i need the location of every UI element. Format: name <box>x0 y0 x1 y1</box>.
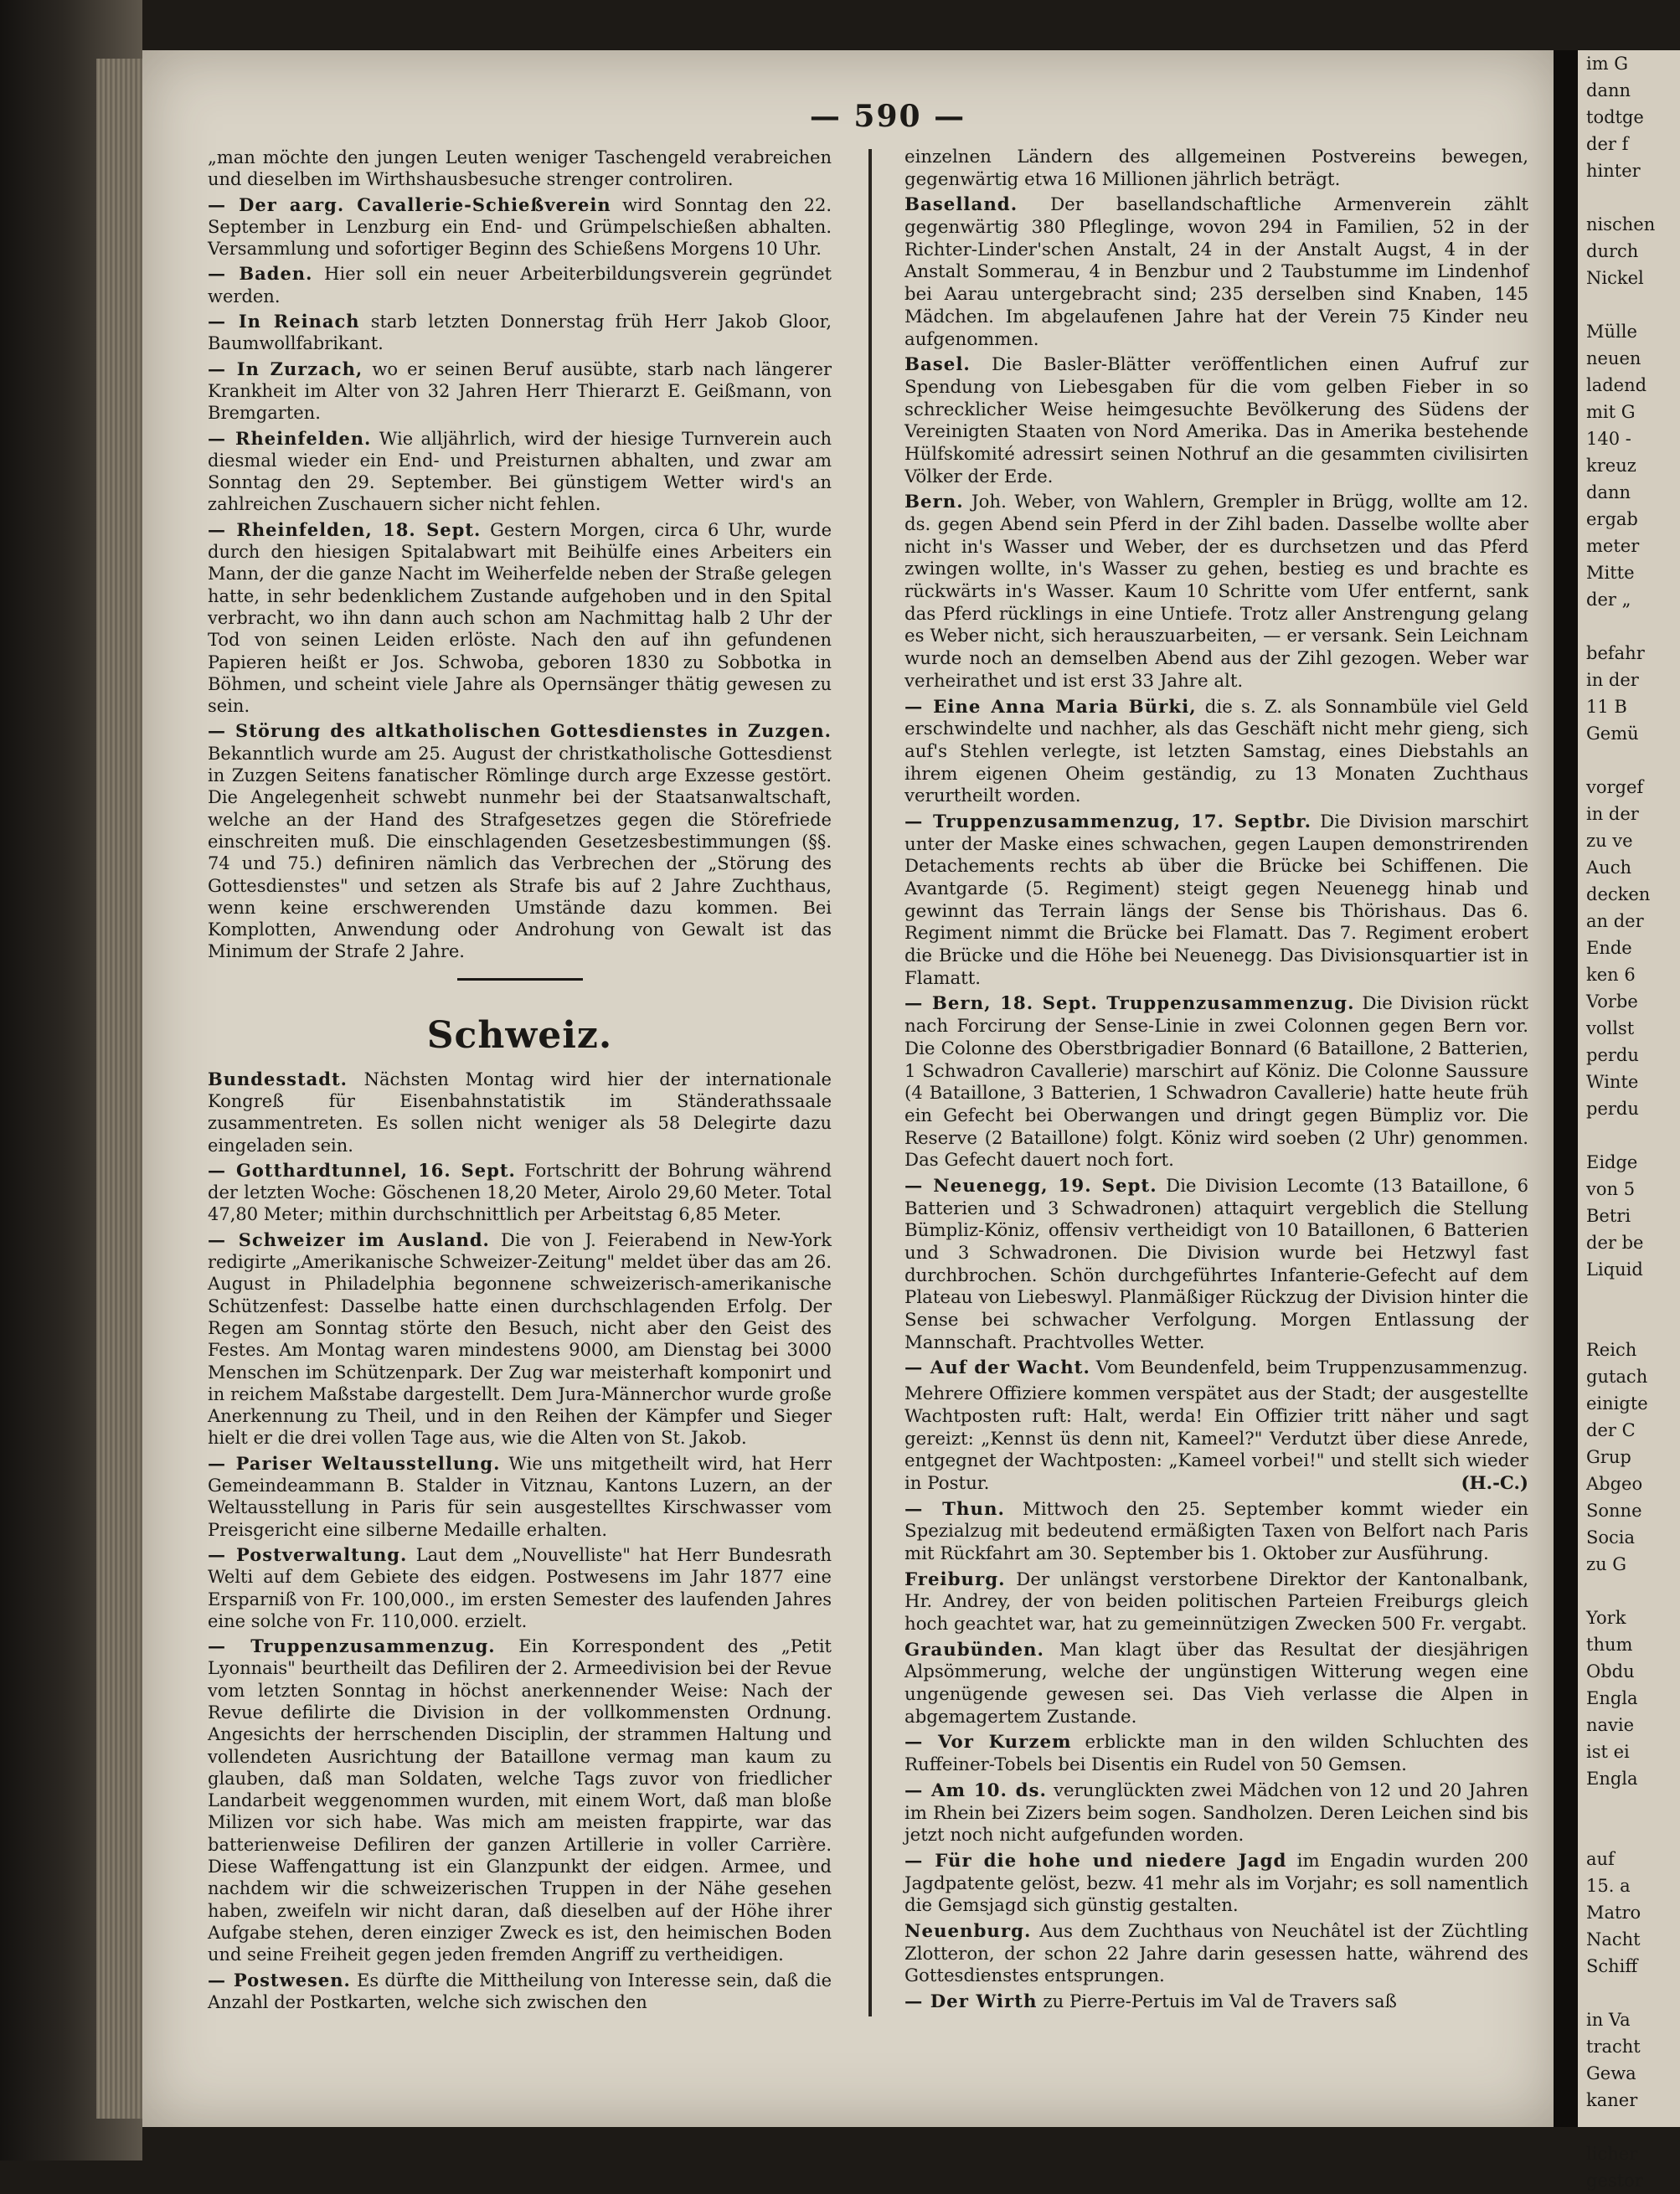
article-text: Wie alljährlich, wird der hiesige Turnverein auch diesmal wieder ein End- und Preisturnen abhalten, und zwar am Sonntag den 29. September. Bei günstigem Wetter wird's an zahlreichen Zuschauern sicher nicht fehlen. <box>208 428 832 515</box>
article-text: Mittwoch den 25. September kommt wieder ein Spezialzug mit bedeutend ermäßigten Taxen von Belfort nach Paris mit Rückfahrt am 30. September bis 1. Oktober zur Ausführung. <box>904 1498 1528 1564</box>
next-page-line: der C <box>1586 1420 1636 1440</box>
article-paragraph <box>904 1499 1528 1566</box>
article-lead: Neuenburg. <box>904 1920 1032 1942</box>
article-paragraph <box>904 1780 1528 1847</box>
article-paragraph <box>904 1569 1528 1636</box>
article-text: wird Sonntag den 22. September in Lenzburg ein End- und Grümpelschießen abhalten. Versammlung und sofortiger Beginn des Schießens Morgens 10 Uhr. <box>208 194 832 260</box>
next-page-line: vollst <box>1586 1018 1635 1038</box>
next-page-line: in der <box>1586 670 1639 690</box>
next-page-line: decken <box>1586 884 1651 904</box>
next-page-line <box>1578 2114 1680 2140</box>
article-text: Die von J. Feierabend in New-York redigirte „Amerikanische Schweizer-Zeitung" meldet über das am 26. August in Philadelphia begonnene schweizerisch-amerikanische Schützenfest: Dasselbe hatte einen durchschlagenden Erfolg. Der Regen am Sonntag störte den Besuch, nicht aber den Geist des Festes. Am Montag waren mindestens 9000, am Dienstag bei 3000 Menschen im Schützenpark. Der Zug war meisterhaft komponirt und in reichem Maßstabe dargestellt. Dem Jura-Männerchor wurde große Anerkennung zu Theil, und in den Reihen der Kämpfer und Sieger hielt er die drei vollen Tage aus, wie die Alten von St. Jakob. <box>208 1229 832 1449</box>
article-lead: — Rheinfelden, 18. Sept. <box>208 518 482 540</box>
article-text: zu Pierre-Pertuis im Val de Travers saß <box>1037 1991 1397 2012</box>
next-page-line: Gewa <box>1586 2063 1636 2083</box>
next-page-line: in der <box>1586 804 1639 824</box>
next-page-line: Socia <box>1586 1527 1636 1548</box>
next-page-line: Schiff <box>1586 1956 1638 1976</box>
next-page-line: 15. a <box>1586 1876 1631 1896</box>
next-page-line: der be <box>1586 1233 1644 1253</box>
next-page-line: Mitte <box>1586 563 1635 583</box>
next-page-line: tracht <box>1586 2037 1641 2057</box>
next-page-line: ken 6 <box>1586 965 1636 985</box>
article-lead: Bundesstadt. <box>208 1068 348 1089</box>
article-text: Hier soll ein neuer Arbeiterbildungsverein gegründet werden. <box>208 264 832 306</box>
article-lead: — Baden. <box>208 263 313 285</box>
article-paragraph <box>208 194 832 260</box>
page-stack-edge <box>96 59 147 2119</box>
article-lead: — Rheinfelden. <box>208 427 372 449</box>
next-page-line: Mülle <box>1586 322 1637 342</box>
article-text: Fortschritt der Bohrung während der letzten Woche: Göschenen 18,20 Meter, Airolo 29,60 Meter. Total 47,80 Meter; mithin durchschnittlich per Arbeitstag 6,85 Meter. <box>208 1160 832 1225</box>
next-page-line <box>1578 1819 1680 1846</box>
article-text: Joh. Weber, von Wahlern, Grempler in Brügg, wollte am 12. ds. gegen Abend sein Pferd in der Zihl baden. Dasselbe wollte aber nicht in's Wasser und Weber, der es durchsetzen und das Pferd zwingen wollte, in's Wasser zu gehen, bestieg es und brachte es rückwärts in's Wasser. Kaum 10 Schritte vom Ufer entfernt, sank das Pferd rücklings in eine Untiefe. Trotz aller Anstrengung gelang es Weber nicht, sich herauszuarbeiten, — er versank. Sein Leichnam wurde noch an demselben Abend aus der Zihl gezogen. Weber war verheirathet und ist erst 33 Jahre alt. <box>904 492 1528 692</box>
next-page-line: Betri <box>1586 1206 1631 1226</box>
article-text: die s. Z. als Sonnambüle viel Geld erschwindelte und nachher, als das Geschäft nicht mehr gieng, sich auf's Stehlen verlegte, ist letzten Samstag, eines Diebstahls an ihrem eigenen Oheim geständig, zu 13 Monaten Zuchthaus verurtheilt worden. <box>904 696 1528 807</box>
next-page-line: Auch <box>1586 858 1631 878</box>
next-page-line: Liquid <box>1586 1259 1643 1280</box>
next-page-line: Abgeo <box>1586 1474 1643 1494</box>
article-paragraph <box>904 1640 1528 1729</box>
next-page-line: Engla <box>1586 1769 1638 1789</box>
article-lead: — Schweizer im Ausland. <box>208 1228 490 1250</box>
next-page-line: perdu <box>1586 1099 1639 1119</box>
article-paragraph <box>208 147 832 191</box>
article-lead: — Für die hohe und niedere Jagd <box>904 1850 1287 1872</box>
article-text: Bekanntlich wurde am 25. August der christkatholische Gottesdienst in Zuzgen Seitens fanatischer Römlinge durch arge Exzesse gestört. Die Angelegenheit schwebt nunmehr bei der Staatsanwaltschaft, welche an der Hand des Strafgesetzes gegen die Störefriede einschreiten muß. Die einschlagenden Gesetzesbestimmungen (§§. 74 und 75.) definiren nämlich das Verbrechen der „Störung des Gottesdienstes" und setzen als Strafe bis auf 2 Jahre Zuchthaus, wenn keine erschwerenden Umstände dazu kommen. Bei Komplotten, Anwendung oder Androhung von Gewalt ist das Minimum der Strafe 2 Jahre. <box>208 743 832 962</box>
article-lead: Graubünden. <box>904 1639 1044 1661</box>
article-paragraph <box>904 492 1528 693</box>
article-lead: — Postverwaltung. <box>208 1543 408 1565</box>
article-lead: — Postwesen. <box>208 1969 351 1991</box>
article-text: Laut dem „Nouvelliste" hat Herr Bundesrath Welti auf dem Gebiete des eidgen. Postwesens im Jahr 1877 eine Ersparniß von Fr. 100,000., im ersten Semester des laufenden Jahres eine solche von Fr. 110,000. erzielt. <box>208 1544 832 1631</box>
next-page-line: in Va <box>1586 2010 1631 2030</box>
article-paragraph <box>208 1544 832 1632</box>
next-page-line: Grup <box>1586 1447 1631 1467</box>
next-page-line: zu ve <box>1586 831 1633 851</box>
article-lead: — Pariser Weltausstellung. <box>208 1452 501 1474</box>
gutter-shadow <box>1554 50 1573 2127</box>
right-column <box>904 147 1528 2017</box>
article-paragraph <box>904 1732 1528 1776</box>
article-paragraph <box>904 1991 1528 2014</box>
next-page-line: nischen <box>1586 214 1656 234</box>
article-text: Es dürfte die Mittheilung von Interesse sein, daß die Anzahl der Postkarten, welche sich zwischen den <box>208 1970 832 2012</box>
article-paragraph <box>208 1069 832 1156</box>
next-page-line: York <box>1586 1608 1626 1628</box>
article-paragraph <box>904 1383 1528 1495</box>
article-text: Der basellandschaftliche Armenverein zählt gegenwärtig 380 Pfleglinge, wovon 294 in Familien, 52 in der Richter-Linder'schen Anstalt, 24 in der Anstalt Augst, 4 in der Anstalt Sommerau, 4 in Benzbur und 2 Taubstumme im Lindenhof bei Aarau untergebracht sind; 235 derselben sind Knaben, 145 Mädchen. Im abgelaufenen Jahre hat der Verein 75 Kinder neu aufgenommen. <box>904 194 1528 350</box>
article-paragraph <box>904 993 1528 1172</box>
next-page-line: Winte <box>1586 1072 1639 1092</box>
next-page-line: meter <box>1586 536 1640 556</box>
article-paragraph <box>208 428 832 516</box>
next-page-line: Engla <box>1586 1688 1638 1708</box>
next-page-line: navie <box>1586 1715 1635 1735</box>
next-page-line: ist ei <box>1586 1742 1630 1762</box>
article-paragraph <box>904 1176 1528 1355</box>
article-paragraph <box>208 720 832 962</box>
next-page-line: befahr <box>1586 643 1645 663</box>
next-page-line: gestor <box>1586 2171 1643 2191</box>
next-page-line <box>1578 1578 1680 1604</box>
next-page-line: kaner <box>1586 2090 1638 2110</box>
article-lead: — Eine Anna Maria Bürki, <box>904 696 1197 718</box>
article-lead: — Der Wirth <box>904 1991 1038 2012</box>
article-lead: — Gotthardtunnel, 16. Sept. <box>208 1159 516 1181</box>
article-paragraph <box>208 1635 832 1965</box>
next-page-line <box>1578 747 1680 774</box>
article-lead: Bern. <box>904 492 964 513</box>
article-lead: — Störung des altkatholischen Gottesdienstes in Zuzgen. <box>208 720 832 742</box>
article-text: im Engadin wurden 200 Jagdpatente gelöst, bezw. 41 mehr als im Vorjahr; es soll namentlich die Gemsjagd sich günstig gestalten. <box>904 1850 1528 1917</box>
next-page-line: durch <box>1586 241 1639 261</box>
article-paragraph <box>208 311 832 355</box>
article-paragraph <box>208 1453 832 1541</box>
next-page-line <box>1578 1283 1680 1310</box>
article-lead: Basel. <box>904 354 971 376</box>
left-column <box>208 147 832 2016</box>
article-lead: — Truppenzusammenzug, 17. Septbr. <box>904 811 1312 832</box>
article-text: Aus dem Zuchthaus von Neuchâtel ist der Züchtling Zlotteron, der schon 22 Jahre darin gesessen hatte, während des Gottesdienstes entsprungen. <box>904 1920 1528 1987</box>
next-page-line: ladend <box>1586 375 1647 395</box>
next-page-line: Matro <box>1586 1903 1641 1923</box>
next-page-line: im G <box>1586 54 1629 74</box>
article-lead: — Am 10. ds. <box>904 1779 1047 1801</box>
article-text: Wie uns mitgetheilt wird, hat Herr Gemeindeammann B. Stalder in Vitznau, Kantons Luzern, an der Weltausstellung in Paris für sein ausgestelltes Kirschwasser vom Preisgericht eine silberne Medaille erhalten. <box>208 1453 832 1540</box>
next-page-line: Nickel <box>1586 268 1644 288</box>
next-page-line: Vorbe <box>1586 991 1638 1012</box>
section-heading: Schweiz. <box>426 1013 613 1057</box>
article-paragraph <box>904 811 1528 991</box>
next-page-line: Eidge <box>1586 1152 1638 1172</box>
article-text: Ein Korrespondent des „Petit Lyonnais" beurtheilt das Defiliren der 2. Armeedivision bei der Revue vom letzten Sonntag in höchst anerkennender Weise: Nach der Revue defilirte die Division in der vollkommensten Ordnung. Angesichts der herrschenden Disciplin, der strammen Haltung und vollendeten Ausrichtung der Bataillone vermag man kaum zu glauben, daß man Soldaten, welche Tags zuvor von friedlicher Landarbeit weggenommen wurden, mit einem Wort, daß man bloße Milizen vor sich habe. Was mich am meisten frappirte, war das batterienweise Defiliren der ganzen Artillerie in voller Carrière. Diese Waffengattung ist ein Glanzpunkt der eidgen. Armee, und nachdem wir die schweizerischen Truppen in der Nähe gesehen haben, zweifeln wir nicht daran, daß dieselben auf der Höhe ihrer Aufgabe stehen, deren einziger Zweck es ist, den heimischen Boden und seine Freiheit gegen jeden fremden Angriff zu vertheidigen. <box>208 1636 832 1965</box>
article-lead: — In Reinach <box>208 311 360 332</box>
next-page-line: der „ <box>1586 590 1631 610</box>
adjacent-page-fragment <box>1573 50 1680 2191</box>
article-lead: Baselland. <box>904 194 1018 216</box>
next-page-line: 11 B <box>1586 697 1627 717</box>
next-page-line: perdu <box>1586 1045 1639 1065</box>
next-page-line: einigte <box>1586 1393 1648 1414</box>
article-paragraph <box>904 194 1528 351</box>
article-text: verunglückten zwei Mädchen von 12 und 20 Jahren im Rhein bei Zizers beim sogen. Sandholzen. Deren Leichen sind bis jetzt noch nicht aufgefunden worden. <box>904 1779 1528 1846</box>
article-text: „man möchte den jungen Leuten weniger Taschengeld verabreichen und dieselben im Wirthshausbesuche strenger controliren. <box>208 147 832 190</box>
article-lead: — Der aarg. Cavallerie-Schießverein <box>208 193 611 215</box>
left-column-articles-bottom <box>208 1069 832 2013</box>
left-column-articles-top <box>208 147 832 963</box>
article-text: einzelnen Ländern des allgemeinen Postvereins bewegen, gegenwärtig etwa 16 Millionen jährlich beträgt. <box>904 147 1528 190</box>
article-lead: — Vor Kurzem <box>904 1732 1072 1754</box>
next-page-line: an der <box>1586 911 1644 931</box>
next-page-line <box>1578 291 1680 318</box>
next-page-line: Ende <box>1586 938 1632 958</box>
article-paragraph <box>904 1921 1528 1988</box>
article-lead: — Truppenzusammenzug. <box>208 1635 496 1657</box>
article-signature: (H.-C.) <box>1461 1472 1528 1494</box>
next-page-line: mit G <box>1586 402 1636 422</box>
next-page-line: todtge <box>1586 107 1644 127</box>
article-text: Die Division Lecomte (13 Bataillone, 6 Batterien und 3 Schwadronen) attaquirt vergeblich die Stellung Bümpliz-Köniz, offensiv vertheidigt von 10 Bataillonen, 6 Batterien und 3 Schwadronen. Die Division wurde bei Hetzwyl fast durchbrochen. Schön durchgeführtes Infanterie-Gefecht auf dem Plateau von Liebeswyl. Planmäßiger Rückzug der Division hinter die Sense bei schwacher Verfolgung. Morgen Entlassung der Mannschaft. Prachtvolles Wetter. <box>904 1175 1528 1353</box>
article-text: Die Division marschirt unter der Maske eines schwachen, gegen Laupen demonstrirenden Detachements rechts ab über die Brücke bei Schiffenen. Die Avantgarde (5. Regiment) steigt gegen Neuenegg hinab und gewinnt das Terrain längs der Sense bis Thörishaus. Das 6. Regiment nimmt die Brücke bei Flamatt. Das 7. Regiment erobert die Brücke und die Höhe bei Neuenegg. Das Divisionsquartier ist in Flamatt. <box>904 811 1528 989</box>
column-divider <box>868 149 872 2016</box>
next-page-line: Sonne <box>1586 1501 1642 1521</box>
section-rule <box>457 978 583 981</box>
article-text: Gestern Morgen, circa 6 Uhr, wurde durch den hiesigen Spitalabwart mit Beihülfe eines Arbeiters ein Mann, der die ganze Nacht im Weiherfelde neben der Straße gelegen hatte, in sehr bedenklichem Zustande aufgehoben und in den Spital verbracht, wo ihn dann auch schon am Nachmittag halb 2 Uhr der Tod von seinen Leiden erlöste. Nach den auf ihn gefundenen Papieren heißt er Jos. Schwoba, geboren 1830 zu Sobbotka in Böhmen, und scheint viele Jahre als Opernsänger thätig gewesen zu sein. <box>208 519 832 717</box>
article-lead: Freiburg. <box>904 1568 1006 1590</box>
article-lead: — Bern, 18. Sept. Truppenzusammenzug. <box>904 993 1355 1015</box>
article-paragraph <box>208 1970 832 2014</box>
next-page-line <box>1578 184 1680 211</box>
article-lead: — Thun. <box>904 1498 1005 1520</box>
next-page-line: Obdu <box>1586 1661 1635 1682</box>
article-text: starb letzten Donnerstag früh Herr Jakob Gloor, Baumwollfabrikant. <box>208 312 832 354</box>
article-text: Der unlängst verstorbene Direktor der Kantonalbank, Hr. Andrey, der von beiden politischen Parteien Freiburgs gleich hoch geachtet war, hat zu gemeinnützigen Zwecken 500 Fr. vergabt. <box>904 1568 1528 1635</box>
next-page-line: auf <box>1586 1849 1615 1869</box>
next-page-line: vorgef <box>1586 777 1644 797</box>
next-page-line: neuen <box>1586 348 1641 368</box>
article-lead: — In Zurzach, <box>208 358 363 379</box>
article-paragraph <box>904 354 1528 488</box>
next-page-line: thum <box>1586 1635 1633 1655</box>
article-text: Nächsten Montag wird hier der internationale Kongreß für Eisenbahnstatistik im Ständerathssaale zusammentreten. Es sollen nicht weniger als 58 Delegirte dazu eingeladen sein. <box>208 1069 832 1156</box>
article-text: Mehrere Offiziere kommen verspätet aus der Stadt; der ausgestellte Wachtposten ruft: Halt, werda! Ein Offizier tritt näher und sagt gereizt: „Kennst üs denn nit, Kameel?" Verdutzt über diese Anrede, entgegnet der Wachtposten: „Kameel vorbei!" und stellt sich wieder in Postur. <box>904 1383 1528 1494</box>
article-text: Man klagt über das Resultat der diesjährigen Alpsömmerung, welche der ungünstigen Witterung wegen eine ungenügende gewesen sei. Das Vieh verlasse die Alpen in abgemagertem Zustande. <box>904 1639 1528 1728</box>
article-paragraph <box>904 147 1528 191</box>
article-paragraph <box>904 1357 1528 1380</box>
next-page-line: dann <box>1586 482 1631 502</box>
article-paragraph <box>208 1160 832 1226</box>
next-page-line <box>1578 1792 1680 1819</box>
next-page-line: zu G <box>1586 1554 1627 1574</box>
next-page-line <box>1578 1122 1680 1149</box>
next-page-line: Gemü <box>1586 724 1639 744</box>
next-page-line: Reich <box>1586 1340 1637 1360</box>
article-paragraph <box>208 519 832 718</box>
article-lead: — Auf der Wacht. <box>904 1357 1090 1379</box>
article-paragraph <box>208 1229 832 1450</box>
article-text: erblickte man in den wilden Schluchten des Ruffeiner-Tobels bei Disentis ein Rudel von 50 Gemsen. <box>904 1732 1528 1776</box>
article-paragraph <box>208 358 832 425</box>
article-lead: — Neuenegg, 19. Sept. <box>904 1175 1157 1197</box>
next-page-line <box>1578 613 1680 640</box>
next-page-line: dann <box>1586 80 1631 100</box>
next-page-line <box>1578 1980 1680 2006</box>
article-text: Die Division rückt nach Forcirung der Sense-Linie in zwei Colonnen gegen Bern vor. Die Colonne des Oberstbrigadier Bonnard (6 Bataillone, 2 Batterien, 1 Schwadron Cavallerie) marschirt auf Köniz. Die Colonne Saussure (4 Bataillone, 3 Batterien, 1 Schwadron Cavallerie) hatte heute früh ein Gefecht bei Oberwangen und dringt gegen Bümpliz vor. Die Reserve (2 Bataillone) folgt. Köniz wird soeben (2 Uhr) genommen. Das Gefecht dauert noch fort. <box>904 993 1528 1172</box>
next-page-line: von 5 <box>1586 1179 1636 1199</box>
page-number: — 590 — <box>809 99 966 134</box>
next-page-line: Nacht <box>1586 1929 1641 1949</box>
next-page-line: ergab <box>1586 509 1638 529</box>
next-page-line: 140 - <box>1586 429 1631 449</box>
next-page-line: hinter <box>1586 161 1641 181</box>
article-text: Die Basler-Blätter veröffentlichen einen Aufruf zur Spendung von Liebesgaben für die vom gelben Fieber in so schrecklicher Weise heimgesuchte Bevölkerung des Südens der Vereinigten Staaten von Nord Amerika. Das in Amerika bestehende Hülfskomité adressirt seinen Nothruf an die gesammten civilisirten Völker der Erde. <box>904 354 1528 487</box>
next-page-line: licher <box>1586 2144 1638 2164</box>
article-paragraph <box>208 263 832 307</box>
article-paragraph <box>904 1851 1528 1918</box>
article-text: wo er seinen Beruf ausübte, starb nach längerer Krankheit im Alter von 32 Jahren Herr Thierarzt E. Geißmann, von Bremgarten. <box>208 358 832 424</box>
article-text: Vom Beundenfeld, beim Truppenzusammenzug. <box>1090 1357 1528 1379</box>
next-page-line: kreuz <box>1586 456 1636 476</box>
article-paragraph <box>904 697 1528 808</box>
next-page-line: der f <box>1586 134 1629 154</box>
next-page-line: gutach <box>1586 1367 1648 1387</box>
next-page-line <box>1578 1310 1680 1336</box>
